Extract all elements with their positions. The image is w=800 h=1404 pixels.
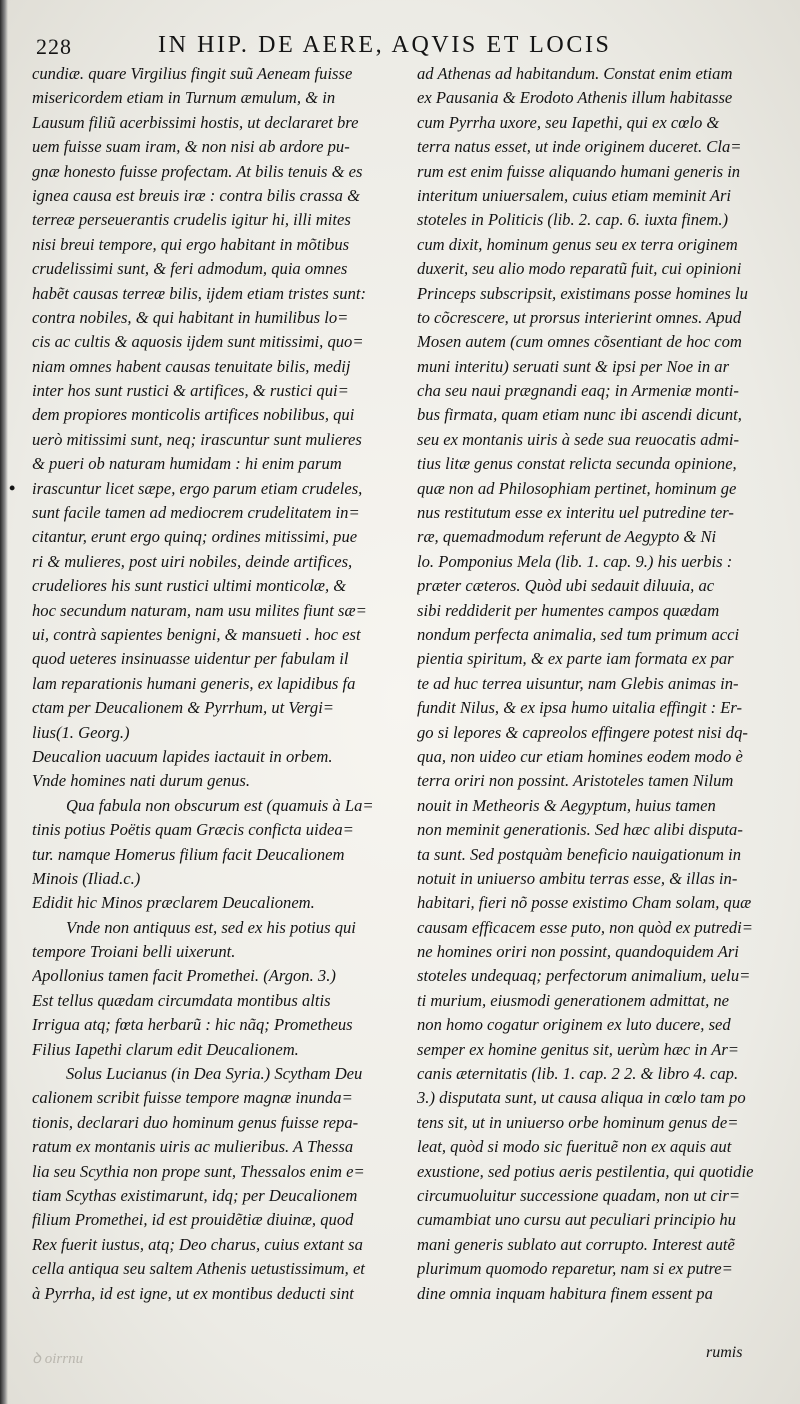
catchword: rumis — [706, 1344, 743, 1361]
left-column-line: Irrigua atq; fœta herbarũ : hic nãq; Prometheus — [32, 1015, 353, 1035]
right-column-line: lo. Pomponius Mela (lib. 1. cap. 9.) his uerbis : — [417, 551, 733, 571]
right-column-line: quæ non ad Philosophiam pertinet, hominum ge — [417, 478, 737, 498]
left-column-line: tempore Troiani belli uixerunt. — [32, 942, 236, 962]
left-column-line: lam reparationis humani generis, ex lapidibus fa — [32, 673, 356, 693]
left-column-line: à Pyrrha, id est igne, ut ex montibus deducti sint — [32, 1283, 354, 1303]
right-column-line: muni interitu) seruati sunt & ipsi per Noe in ar — [417, 356, 730, 376]
left-column-line: uem fuisse suam iram, & non nisi ab ardore pu- — [32, 137, 350, 157]
right-column-line: terra oriri non possint. Aristoteles tamen Nilum — [417, 771, 734, 791]
right-column-line: non meminit generationis. Sed hæc alibi disputa- — [417, 820, 743, 840]
right-column-line: ti murium, eiusmodi generationem admittat, ne — [417, 990, 730, 1010]
left-column-line: terreæ perseuerantis crudelis igitur hi, illi mites — [32, 210, 351, 230]
left-column-line: Filius Iapethi clarum edit Deucalionem. — [32, 1039, 299, 1059]
right-column-line: rum est enim fuisse aliquando humani generis in — [417, 161, 741, 181]
left-column-line: ui, contrà sapientes benigni, & mansueti . hoc est — [32, 624, 361, 644]
left-column-line: ri & mulieres, post uiri nobiles, deinde artifices, — [32, 551, 353, 571]
left-column-line: Vnde homines nati durum genus. — [32, 771, 251, 791]
right-column-line: te ad huc terrea uisuntur, nam Glebis animas in- — [417, 673, 739, 693]
right-column-line: tius litæ genus constat relicta secunda opinione, — [417, 454, 737, 474]
left-column-line: calionem scribit fuisse tempore magnæ inunda= — [32, 1088, 353, 1108]
left-text-column — [32, 62, 390, 1306]
right-column-line: stoteles undequaq; perfectorum animalium, uelu= — [417, 966, 751, 986]
right-column-line: tens sit, ut in uniuerso orbe hominum genus de= — [417, 1112, 739, 1132]
right-text-column — [417, 62, 773, 1306]
right-column-line: Mosen autem (cum omnes cõsentiant de hoc com — [417, 332, 742, 352]
margin-mark: • — [9, 478, 16, 498]
left-column-line: irascuntur licet sæpe, ergo parum etiam crudeles, — [32, 478, 363, 498]
right-column-line: sibi reddiderit per humentes campos quædam — [417, 600, 720, 620]
left-column-line: citantur, erunt ergo quinq; ordines mitissimi, pue — [32, 527, 358, 547]
bleed-through-text: ꝺ oirrnu — [32, 1351, 84, 1367]
left-column-line: nisi breui tempore, qui ergo habitant in mõtibus — [32, 234, 350, 254]
right-column-line: cha seu naui prægnandi eaq; in Armeniæ monti- — [417, 381, 739, 401]
right-column-line: nus restitutum esse ex interitu uel putredine ter- — [417, 503, 734, 523]
right-column-line: seu ex montanis uiris à sede sua reuocatis admi- — [417, 429, 740, 449]
right-column-line: interitum uniuersalem, cuius etiam meminit Ari — [417, 185, 732, 205]
left-column-line: uerò mitissimi sunt, neq; irascuntur sunt mulieres — [32, 429, 362, 449]
right-column-line: causam efficacem esse puto, non quòd ex putredi= — [417, 917, 753, 937]
right-column-line: cum Pyrrha uxore, seu Iapethi, qui ex cœlo & — [417, 112, 720, 132]
left-column-line: ratum ex montanis uiris ac mulieribus. A Thessa — [32, 1137, 354, 1157]
right-column-line: qua, non uideo cur etiam homines eodem modo è — [417, 746, 743, 766]
left-column-line: lia seu Scythia non prope sunt, Thessalos enim e= — [32, 1161, 365, 1181]
right-column-line: terra natus esset, ut inde originem duceret. Cla= — [417, 137, 742, 157]
left-column-line: Minois (Iliad.c.) — [32, 868, 141, 888]
right-column-line: 3.) disputata sunt, ut causa aliqua in cœlo tam po — [417, 1088, 746, 1108]
left-column-line: Solus Lucianus (in Dea Syria.) Scytham Deu — [66, 1064, 363, 1084]
right-column-line: bus firmata, quam etiam nunc ibi ascendi dicunt, — [417, 405, 742, 425]
left-column-line: ignea causa est breuis iræ : contra bilis crassa & — [32, 185, 361, 205]
left-column-line: misericordem etiam in Turnum æmulum, & in — [32, 88, 336, 108]
left-column-line: lius(1. Georg.) — [32, 722, 130, 742]
left-column-line: contra nobiles, & qui habitant in humilibus lo= — [32, 307, 349, 327]
left-column-line: cis ac cultis & aquosis ijdem sunt mitissimi, quo= — [32, 332, 364, 352]
right-column-line: ad Athenas ad habitandum. Constat enim etiam — [417, 64, 733, 83]
right-column-line: ex Pausania & Erodoto Athenis illum habitasse — [417, 88, 733, 108]
right-column-line: ta sunt. Sed postquàm beneficio nauigationum in — [417, 844, 742, 864]
right-column-line: canis æternitatis (lib. 1. cap. 2 2. & libro 4. cap. — [417, 1064, 739, 1084]
left-column-line: cella antiqua seu saltem Athenis uetustissimum, et — [32, 1259, 365, 1279]
left-column-line: Vnde non antiquus est, sed ex his potius qui — [66, 917, 356, 937]
left-column-line: filium Promethei, id est prouidẽtiæ diuinæ, quod — [32, 1210, 354, 1230]
right-column-line: notuit in uniuerso ambitu terras esse, & illas in- — [417, 868, 738, 888]
left-column-line: quod ueteres insinuasse uidentur per fabulam il — [32, 649, 349, 669]
right-column-line: exustione, sed potius aeris pestilentia, qui quotidie — [417, 1161, 754, 1181]
left-column-line: Deucalion uacuum lapides iactauit in orbem. — [32, 746, 333, 766]
right-column-line: habitari, fieri nõ posse existimo Cham solam, quæ — [417, 893, 752, 913]
right-column-line: dine omnia inquam habitura finem essent pa — [417, 1283, 713, 1303]
right-column-line: fundit Nilus, & ex ipsa humo uitalia effingit : Er- — [417, 698, 743, 718]
left-column-line: gnæ honesto fuisse profectam. At bilis tenuis & es — [32, 161, 363, 181]
right-column-line: non homo cogatur originem ex luto ducere, sed — [417, 1015, 731, 1035]
left-column-line: Edidit hic Minos præclarem Deucalionem. — [32, 893, 315, 913]
left-column-line: tiam Scythas existimarunt, idq; per Deucalionem — [32, 1185, 358, 1205]
right-column-line: cumambiat uno cursu aut peculiari principio hu — [417, 1210, 736, 1230]
right-column-line: semper ex homine genitus sit, uerùm hæc in Ar= — [417, 1039, 739, 1059]
right-column-line: præter cæteros. Quòd ubi sedauit diluuia, ac — [417, 576, 715, 596]
right-column-line: ræ, quemadmodum referunt de Aegypto & Ni — [417, 527, 717, 547]
right-column-line: mani generis sublato aut corrupto. Interest autẽ — [417, 1234, 735, 1254]
right-column-line: circumuoluitur successione quadam, non ut cir= — [417, 1185, 741, 1205]
right-column-line: ne homines oriri non possint, quandoquidem Ari — [417, 942, 739, 962]
right-column-line: Princeps subscripsit, existimans posse homines lu — [417, 283, 748, 303]
right-column-line: duxerit, seu alio modo reparatũ fuit, cui opinioni — [417, 259, 742, 279]
left-column-line: tinis potius Poëtis quam Græcis conficta uidea= — [32, 820, 354, 840]
right-column-line: nouit in Metheoris & Aegyptum, huius tamen — [417, 795, 716, 815]
right-column-line: plurimum quomodo reparetur, nam si ex putre= — [417, 1259, 733, 1279]
right-column-line: stoteles in Politicis (lib. 2. cap. 6. iuxta finem.) — [417, 210, 729, 230]
left-column-line: tur. namque Homerus filium facit Deucalionem — [32, 844, 345, 864]
left-column-line: tionis, declarari duo hominum genus fuisse repa- — [32, 1112, 359, 1132]
page-gutter-shadow — [0, 0, 8, 1404]
left-column-line: Rex fuerit iustus, atq; Deo charus, cuius extant sa — [32, 1234, 363, 1254]
left-column-line: dem propiores monticolis artifices nobilibus, qui — [32, 405, 355, 425]
left-column-line: Lausum filiũ acerbissimi hostis, ut declararet bre — [32, 112, 359, 132]
page-header — [30, 30, 770, 64]
left-column-line: hoc secundum naturam, nam usu milites fiunt sæ= — [32, 600, 367, 620]
left-column-line: cundiæ. quare Virgilius fingit suũ Aeneam fuisse — [32, 64, 353, 83]
left-column-line: habẽt causas terreæ bilis, ijdem etiam tristes sunt: — [32, 283, 367, 303]
left-column-line: Apollonius tamen facit Promethei. (Argon. 3.) — [32, 966, 336, 986]
right-column-line: nondum perfecta animalia, sed tum primum acci — [417, 624, 740, 644]
right-column-line: go si lepores & capreolos effingere potest nisi dq- — [417, 722, 748, 742]
right-column-line: cum dixit, hominum genus seu ex terra originem — [417, 234, 738, 254]
left-column-line: Qua fabula non obscurum est (quamuis à La= — [66, 795, 374, 815]
right-column-line: pientia spiritum, & ex parte iam formata ex par — [417, 649, 734, 669]
left-column-line: crudelissimi sunt, & feri admodum, quia omnes — [32, 259, 348, 279]
left-column-line: ctam per Deucalionem & Pyrrhum, ut Vergi= — [32, 698, 335, 718]
left-column-line: Est tellus quædam circumdata montibus altis — [32, 990, 331, 1010]
left-column-line: crudeliores his sunt rustici ultimi monticolæ, & — [32, 576, 347, 596]
right-column-line: leat, quòd si modo sic fuerituẽ non ex aquis aut — [417, 1137, 732, 1157]
left-column-line: inter hos sunt rustici & artifices, & rustici qui= — [32, 381, 349, 401]
running-title: IN HIP. DE AERE, AQVIS ET LOCIS — [158, 32, 612, 58]
right-column-line: to cõcrescere, ut prorsus interierint omnes. Apud — [417, 307, 742, 327]
left-column-line: sunt facile tamen ad mediocrem crudelitatem in= — [32, 503, 360, 523]
page-number: 228 — [36, 34, 72, 59]
left-column-line: & pueri ob naturam humidam : hi enim parum — [32, 454, 342, 474]
left-column-line: niam omnes habent causas tenuitate bilis, medij — [32, 356, 351, 376]
